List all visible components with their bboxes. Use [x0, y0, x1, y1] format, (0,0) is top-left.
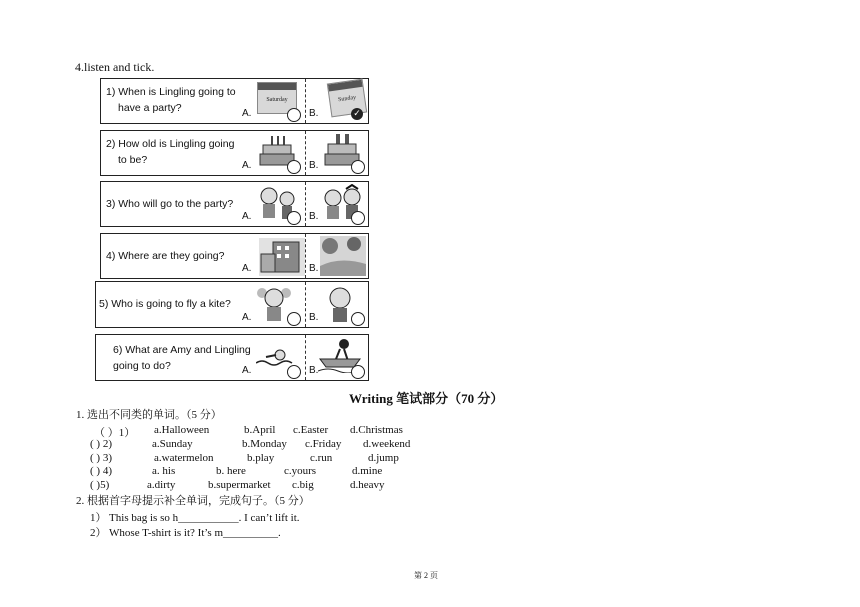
option-b-label: B.: [309, 108, 319, 119]
option-a: a.Sunday: [152, 438, 193, 450]
option-b-label: B.: [309, 312, 319, 323]
option-c: c.Easter: [293, 424, 329, 436]
option-b: b.play: [247, 452, 275, 464]
option-b-label: B.: [309, 365, 319, 376]
option-b-checkbox[interactable]: [351, 365, 365, 379]
option-a-label: A.: [242, 160, 252, 171]
writing-section-title: Writing 笔试部分（70 分）: [349, 391, 504, 406]
option-c: c.yours: [284, 465, 317, 477]
question-box-1: [100, 78, 369, 124]
option-a-label: A.: [242, 108, 252, 119]
option-a-label: A.: [242, 312, 252, 323]
option-c: c.big: [292, 479, 314, 491]
option-a-checkbox[interactable]: [287, 211, 301, 225]
answer-bracket[interactable]: ( ) 2): [90, 438, 112, 450]
option-a-checkbox[interactable]: [287, 365, 301, 379]
question-text-line2: have a party?: [118, 102, 182, 114]
option-a-label: A.: [242, 365, 252, 376]
option-divider: [305, 234, 306, 278]
option-d: d.mine: [352, 465, 383, 477]
check-icon[interactable]: ✓: [351, 108, 363, 120]
question-box-6: [95, 334, 369, 381]
option-b-label: B.: [309, 211, 319, 222]
fill-in-sentence-2[interactable]: 2） Whose T-shirt is it? It’s m__________.: [90, 527, 281, 539]
question-box-2: [100, 130, 369, 176]
option-b-checkbox[interactable]: [351, 312, 365, 326]
calendar-sunday-picture: Sunday: [327, 79, 367, 118]
question-text: 1) When is Lingling going to: [106, 86, 236, 98]
option-b: b.supermarket: [208, 479, 271, 491]
answer-bracket[interactable]: ( ) 3): [90, 452, 112, 464]
option-b-checkbox[interactable]: [351, 211, 365, 225]
question-text: 4) Where are they going?: [106, 250, 225, 262]
option-divider: [305, 79, 306, 123]
question-text: 6) What are Amy and Lingling: [113, 344, 251, 356]
answer-bracket[interactable]: ( ) 4): [90, 465, 112, 477]
calendar-saturday-picture: Saturday: [257, 82, 297, 114]
option-divider: [305, 335, 306, 380]
option-a-checkbox[interactable]: [287, 108, 301, 122]
option-c: c.run: [310, 452, 333, 464]
answer-bracket[interactable]: （ ）1）: [94, 427, 136, 439]
fill-in-sentence-1[interactable]: 1） This bag is so h___________. I can’t lift it.: [90, 512, 300, 524]
question-text: 2) How old is Lingling going: [106, 138, 235, 150]
option-divider: [305, 282, 306, 327]
question-text-line2: going to do?: [113, 360, 171, 372]
option-b: b.April: [244, 424, 276, 436]
option-a: a.dirty: [147, 479, 176, 491]
question-box-4: [100, 233, 369, 279]
option-a: a.watermelon: [154, 452, 214, 464]
option-b-checkbox[interactable]: [351, 160, 365, 174]
option-a-label: A.: [242, 211, 252, 222]
park-picture: [320, 236, 366, 276]
page-number: 第 2 页: [414, 571, 438, 580]
option-b: b. here: [216, 465, 246, 477]
option-divider: [305, 131, 306, 175]
answer-bracket[interactable]: ( )5): [90, 479, 110, 491]
question-text: 5) Who is going to fly a kite?: [99, 298, 231, 310]
option-divider: [305, 182, 306, 226]
option-a-checkbox[interactable]: [287, 312, 301, 326]
option-b-label: B.: [309, 160, 319, 171]
question-box-5: [95, 281, 369, 328]
option-d: d.heavy: [350, 479, 385, 491]
option-c: c.Friday: [305, 438, 342, 450]
option-b: b.Monday: [242, 438, 287, 450]
option-d: d.Christmas: [350, 424, 403, 436]
option-d: d.weekend: [363, 438, 411, 450]
option-a-label: A.: [242, 263, 252, 274]
option-a-checkbox[interactable]: [287, 160, 301, 174]
building-picture: [259, 238, 305, 276]
option-d: d.jump: [368, 452, 399, 464]
option-b-label: B.: [309, 263, 319, 274]
question-text: 3) Who will go to the party?: [106, 198, 234, 210]
question-box-3: [100, 181, 369, 227]
section-4-title: 4.listen and tick.: [75, 60, 155, 74]
question-text-line2: to be?: [118, 154, 148, 166]
option-a: a. his: [152, 465, 176, 477]
option-a: a.Halloween: [154, 424, 210, 436]
part2-heading: 2. 根据首字母提示补全单词，完成句子。（5 分）: [76, 495, 310, 507]
part1-heading: 1. 选出不同类的单词。（5 分）: [76, 409, 222, 421]
